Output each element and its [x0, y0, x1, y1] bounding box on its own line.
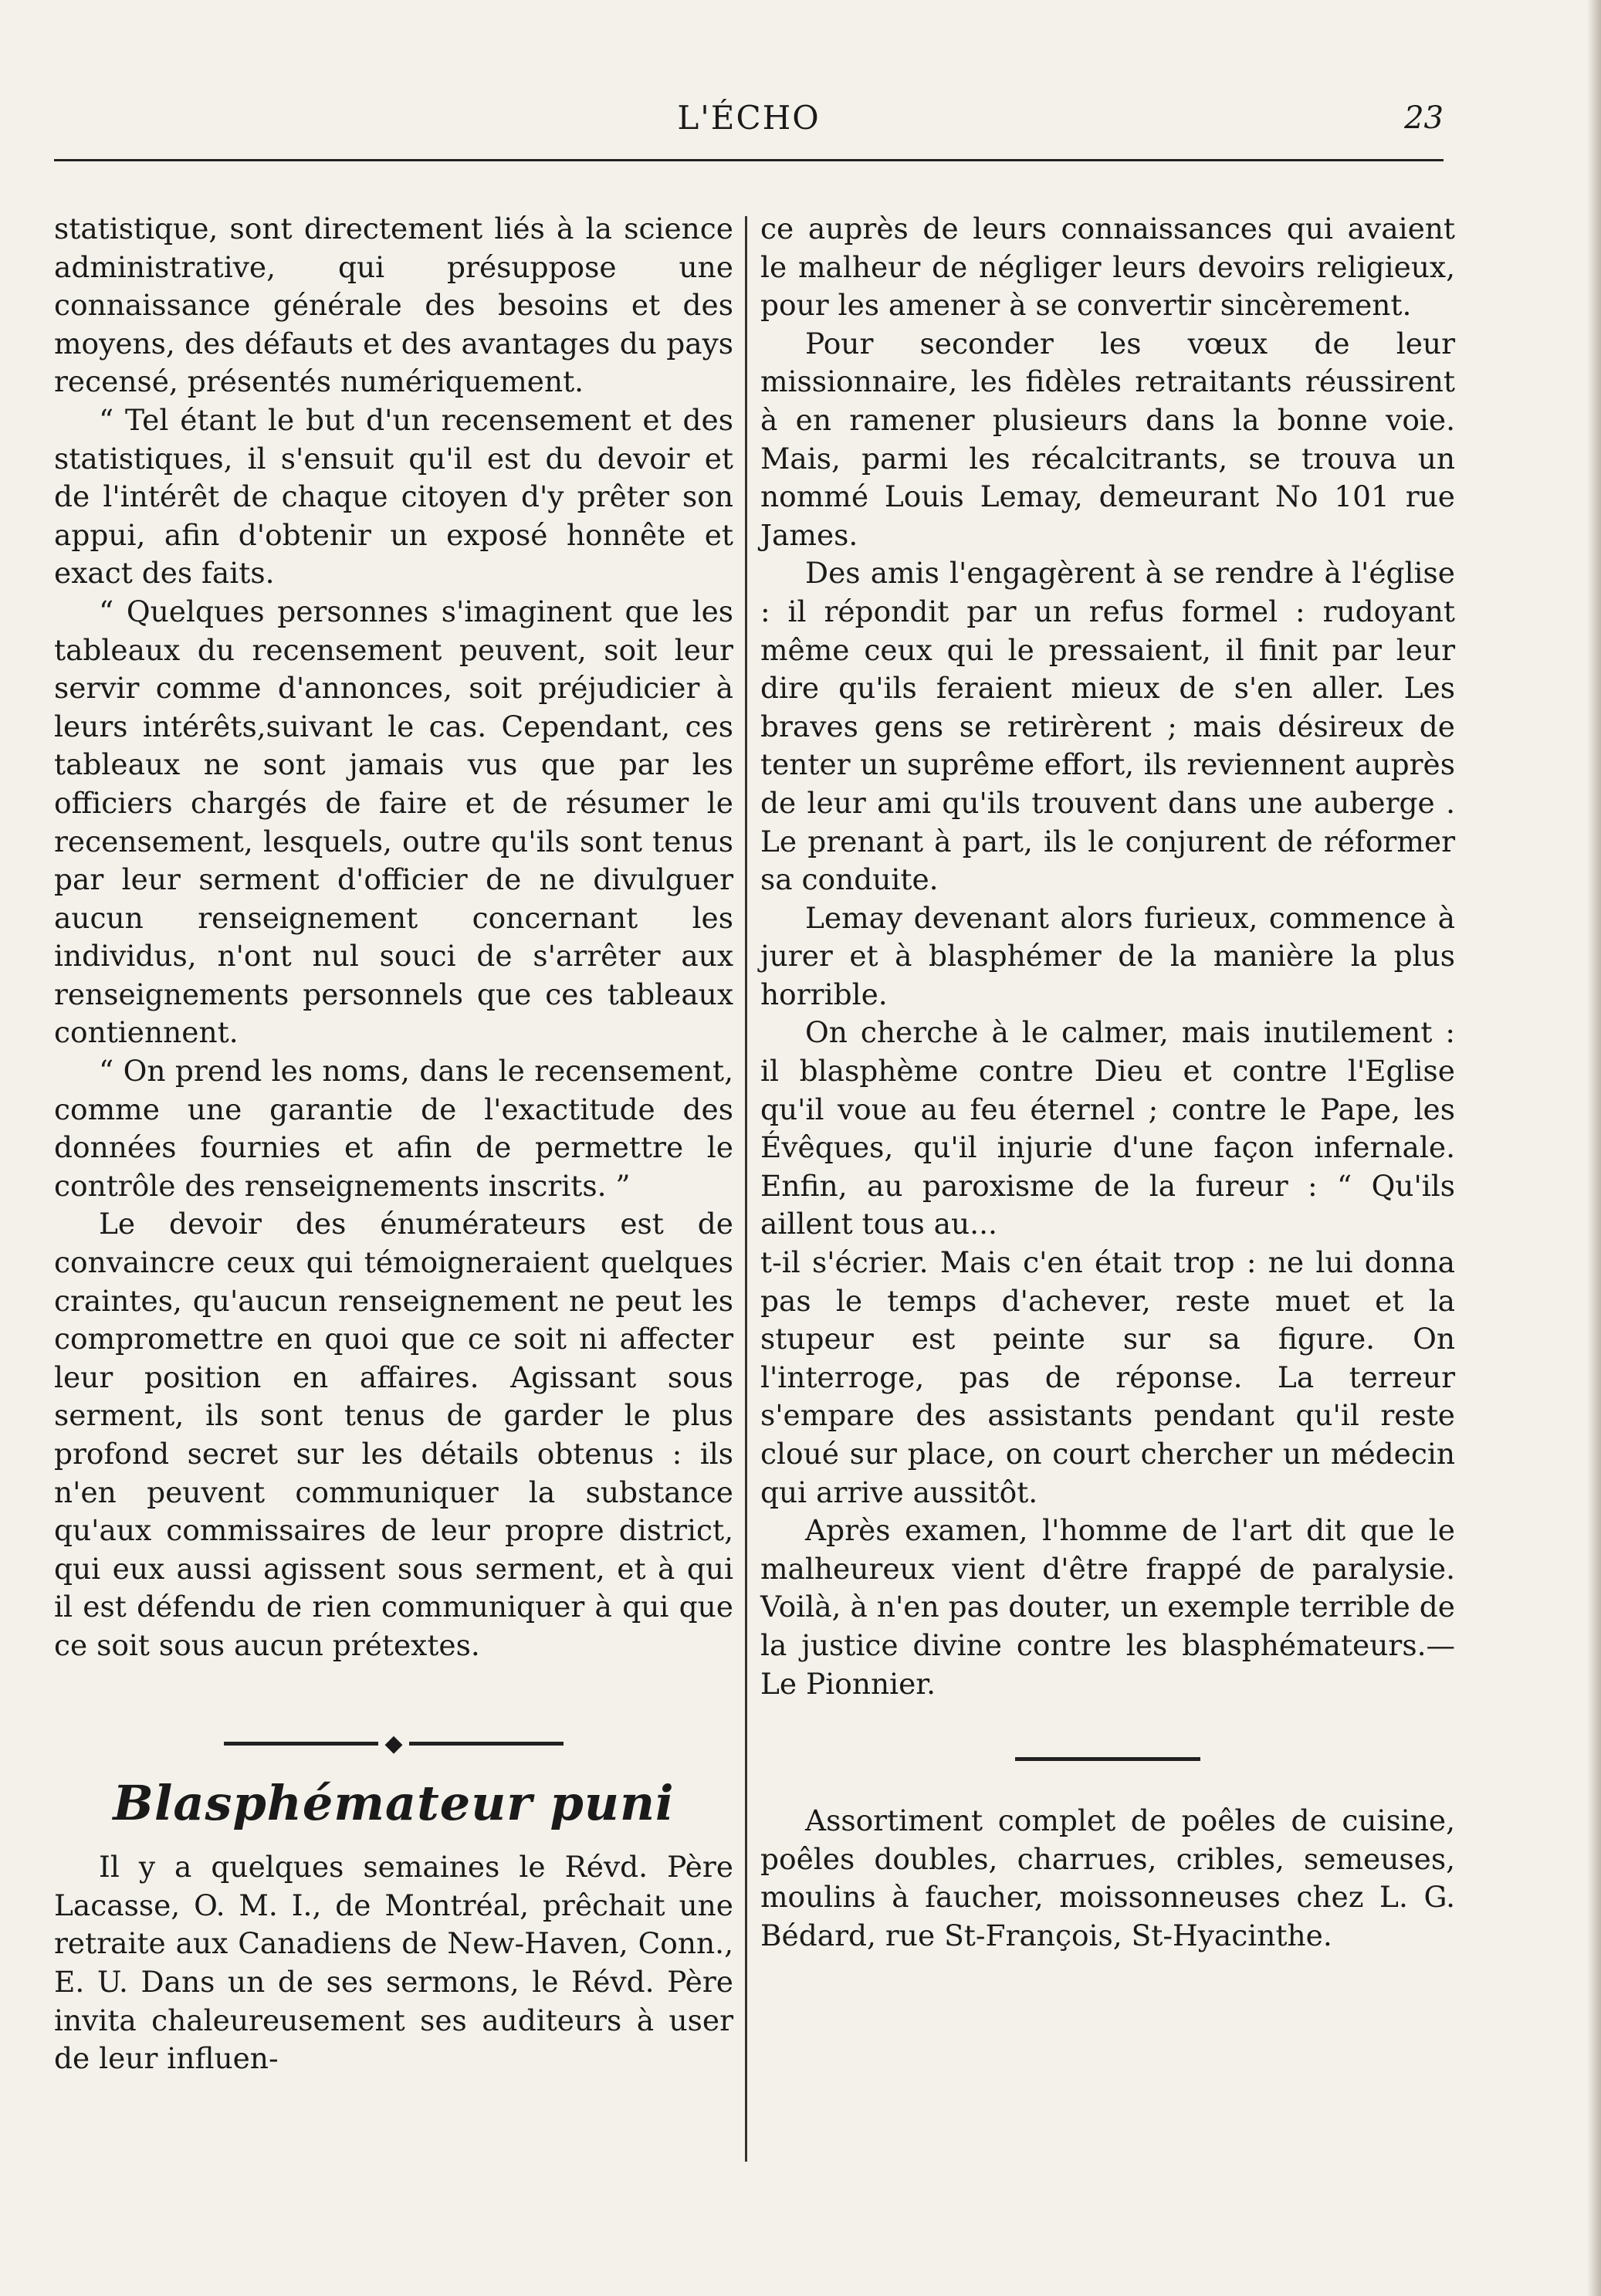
page-number: 23 — [1404, 100, 1444, 136]
ad-paragraph: Assortiment complet de poêles de cuisine, poêles doubles, charrues, cribles, semeuses, moulins à faucher, moissonneuses chez L. G. Bédard, rue St-François, St-Hyacinthe. — [760, 1803, 1455, 1952]
ornament-bar-left — [224, 1742, 378, 1746]
left-paragraph-1: statistique, sont directement liés à la science administrative, qui présuppose une connaissance générale des besoins et des moyens, des défauts et des avantages du pays recensé, présentés numériquement. — [54, 212, 733, 399]
left-paragraph-2: “ Tel étant le but d'un recensement et des statistiques, il s'ensuit qu'il est du devoir et de l'intérêt de chaque citoyen d'y prêter son appui, afin d'obtenir un exposé honnête et exact des faits. — [54, 402, 733, 591]
ornament-bar-right — [409, 1742, 564, 1746]
section-ornament — [54, 1713, 733, 1775]
ornament-diamond-icon: ◆ — [384, 1729, 403, 1757]
right-paragraph-2: Pour seconder les vœux de leur missionnaire, les fidèles retraitants réussirent à en ramener plusieurs dans la bonne voie. Mais, parmi les récalcitrants, se trouva un nommé Louis Lemay, demeurant No 101 rue James. — [760, 326, 1455, 552]
right-column — [760, 210, 1455, 1956]
right-paragraph-5: On cherche à le calmer, mais inutilement : il blasphème contre Dieu et contre l'Eglise qu'il voue au feu éternel ; contre le Pape, les Évêques, qu'il injurie d'une façon infernale. Enfin, au paroxisme de la fureur : “ Qu'ils aillent tous au... — [760, 1015, 1455, 1241]
running-head — [54, 93, 1444, 147]
right-paragraph-3: Des amis l'engagèrent à se rendre à l'église : il répondit par un refus formel : rudoyant même ceux qui le pressaient, il finit par leur dire qu'ils feraient mieux de s'en aller. Les braves gens se retirèrent ; mais désireux de tenter un suprême effort, ils reviennent auprès de leur ami qu'ils trouvent dans une auberge . Le prenant à part, ils le conjurent de réformer sa conduite. — [760, 556, 1455, 897]
ad-separator — [760, 1736, 1455, 1782]
left-column — [54, 210, 733, 2078]
left-paragraph-4: “ On prend les noms, dans le recensement, comme une garantie de l'exactitude des données fournies et afin de permettre le contrôle des renseignements inscrits. ” — [54, 1054, 733, 1203]
left-paragraph-5: Le devoir des énumérateurs est de convaincre ceux qui témoigneraient quelques craintes, qu'aucun renseignement ne peut les compromettre en quoi que ce soit ni affecter leur position en affaires. Agissant sous serment, ils sont tenus de garder le plus profond secret sur les détails obtenus : ils n'en peuvent communiquer la substance qu'aux commissaires de leur propre district, qui eux aussi agissent sous serment, et à qui il est défendu de rien communiquer à qui que ce soit sous aucun prétextes. — [54, 1207, 733, 1662]
running-title: L'ÉCHO — [677, 99, 821, 137]
right-paragraph-4: Lemay devenant alors furieux, commence à jurer et à blasphémer de la manière la plus horrible. — [760, 900, 1455, 1011]
right-paragraph-1: ce auprès de leurs connaissances qui avaient le malheur de négliger leurs devoirs religieux, pour les amener à se convertir sincèrement. — [760, 212, 1455, 323]
right-paragraph-7: Après examen, l'homme de l'art dit que le malheureux vient d'être frappé de paralysie. Voilà, à n'en pas douter, un exemple terrible de la justice divine contre les blasphémateurs.—Le Pionnier. — [760, 1513, 1455, 1701]
column-divider — [745, 216, 747, 2162]
section-paragraph: Il y a quelques semaines le Révd. Père Lacasse, O. M. I., de Montréal, prêchait une retraite aux Canadiens de New-Haven, Conn., E. U. Dans un de ses sermons, le Révd. Père invita chaleureusement ses auditeurs à user de leur influen- — [54, 1850, 733, 2076]
left-paragraph-3: “ Quelques personnes s'imaginent que les tableaux du recensement peuvent, soit leur servir comme d'annonces, soit préjudicier à leurs intérêts,suivant le cas. Cependant, ces tableaux ne sont jamais vus que par les officiers chargés de faire et de résumer le recensement, lesquels, outre qu'ils sont tenus par leur serment d'officier de ne divulguer aucun renseignement concernant les individus, n'ont nul souci de s'arrêter aux renseignements personnels que ces tableaux contiennent. — [54, 594, 733, 1050]
section-title: Blasphémateur puni — [113, 1774, 675, 1831]
header-rule — [54, 159, 1444, 161]
separator-bar — [1015, 1757, 1200, 1761]
page-edge — [1587, 0, 1601, 2296]
right-paragraph-6: t-il s'écrier. Mais c'en était trop : ne lui donna pas le temps d'achever, reste muet et la stupeur est peinte sur sa figure. On l'interroge, pas de réponse. La terreur s'empare des assistants pendant qu'il reste cloué sur place, on court chercher un médecin qui arrive aussitôt. — [760, 1245, 1455, 1509]
